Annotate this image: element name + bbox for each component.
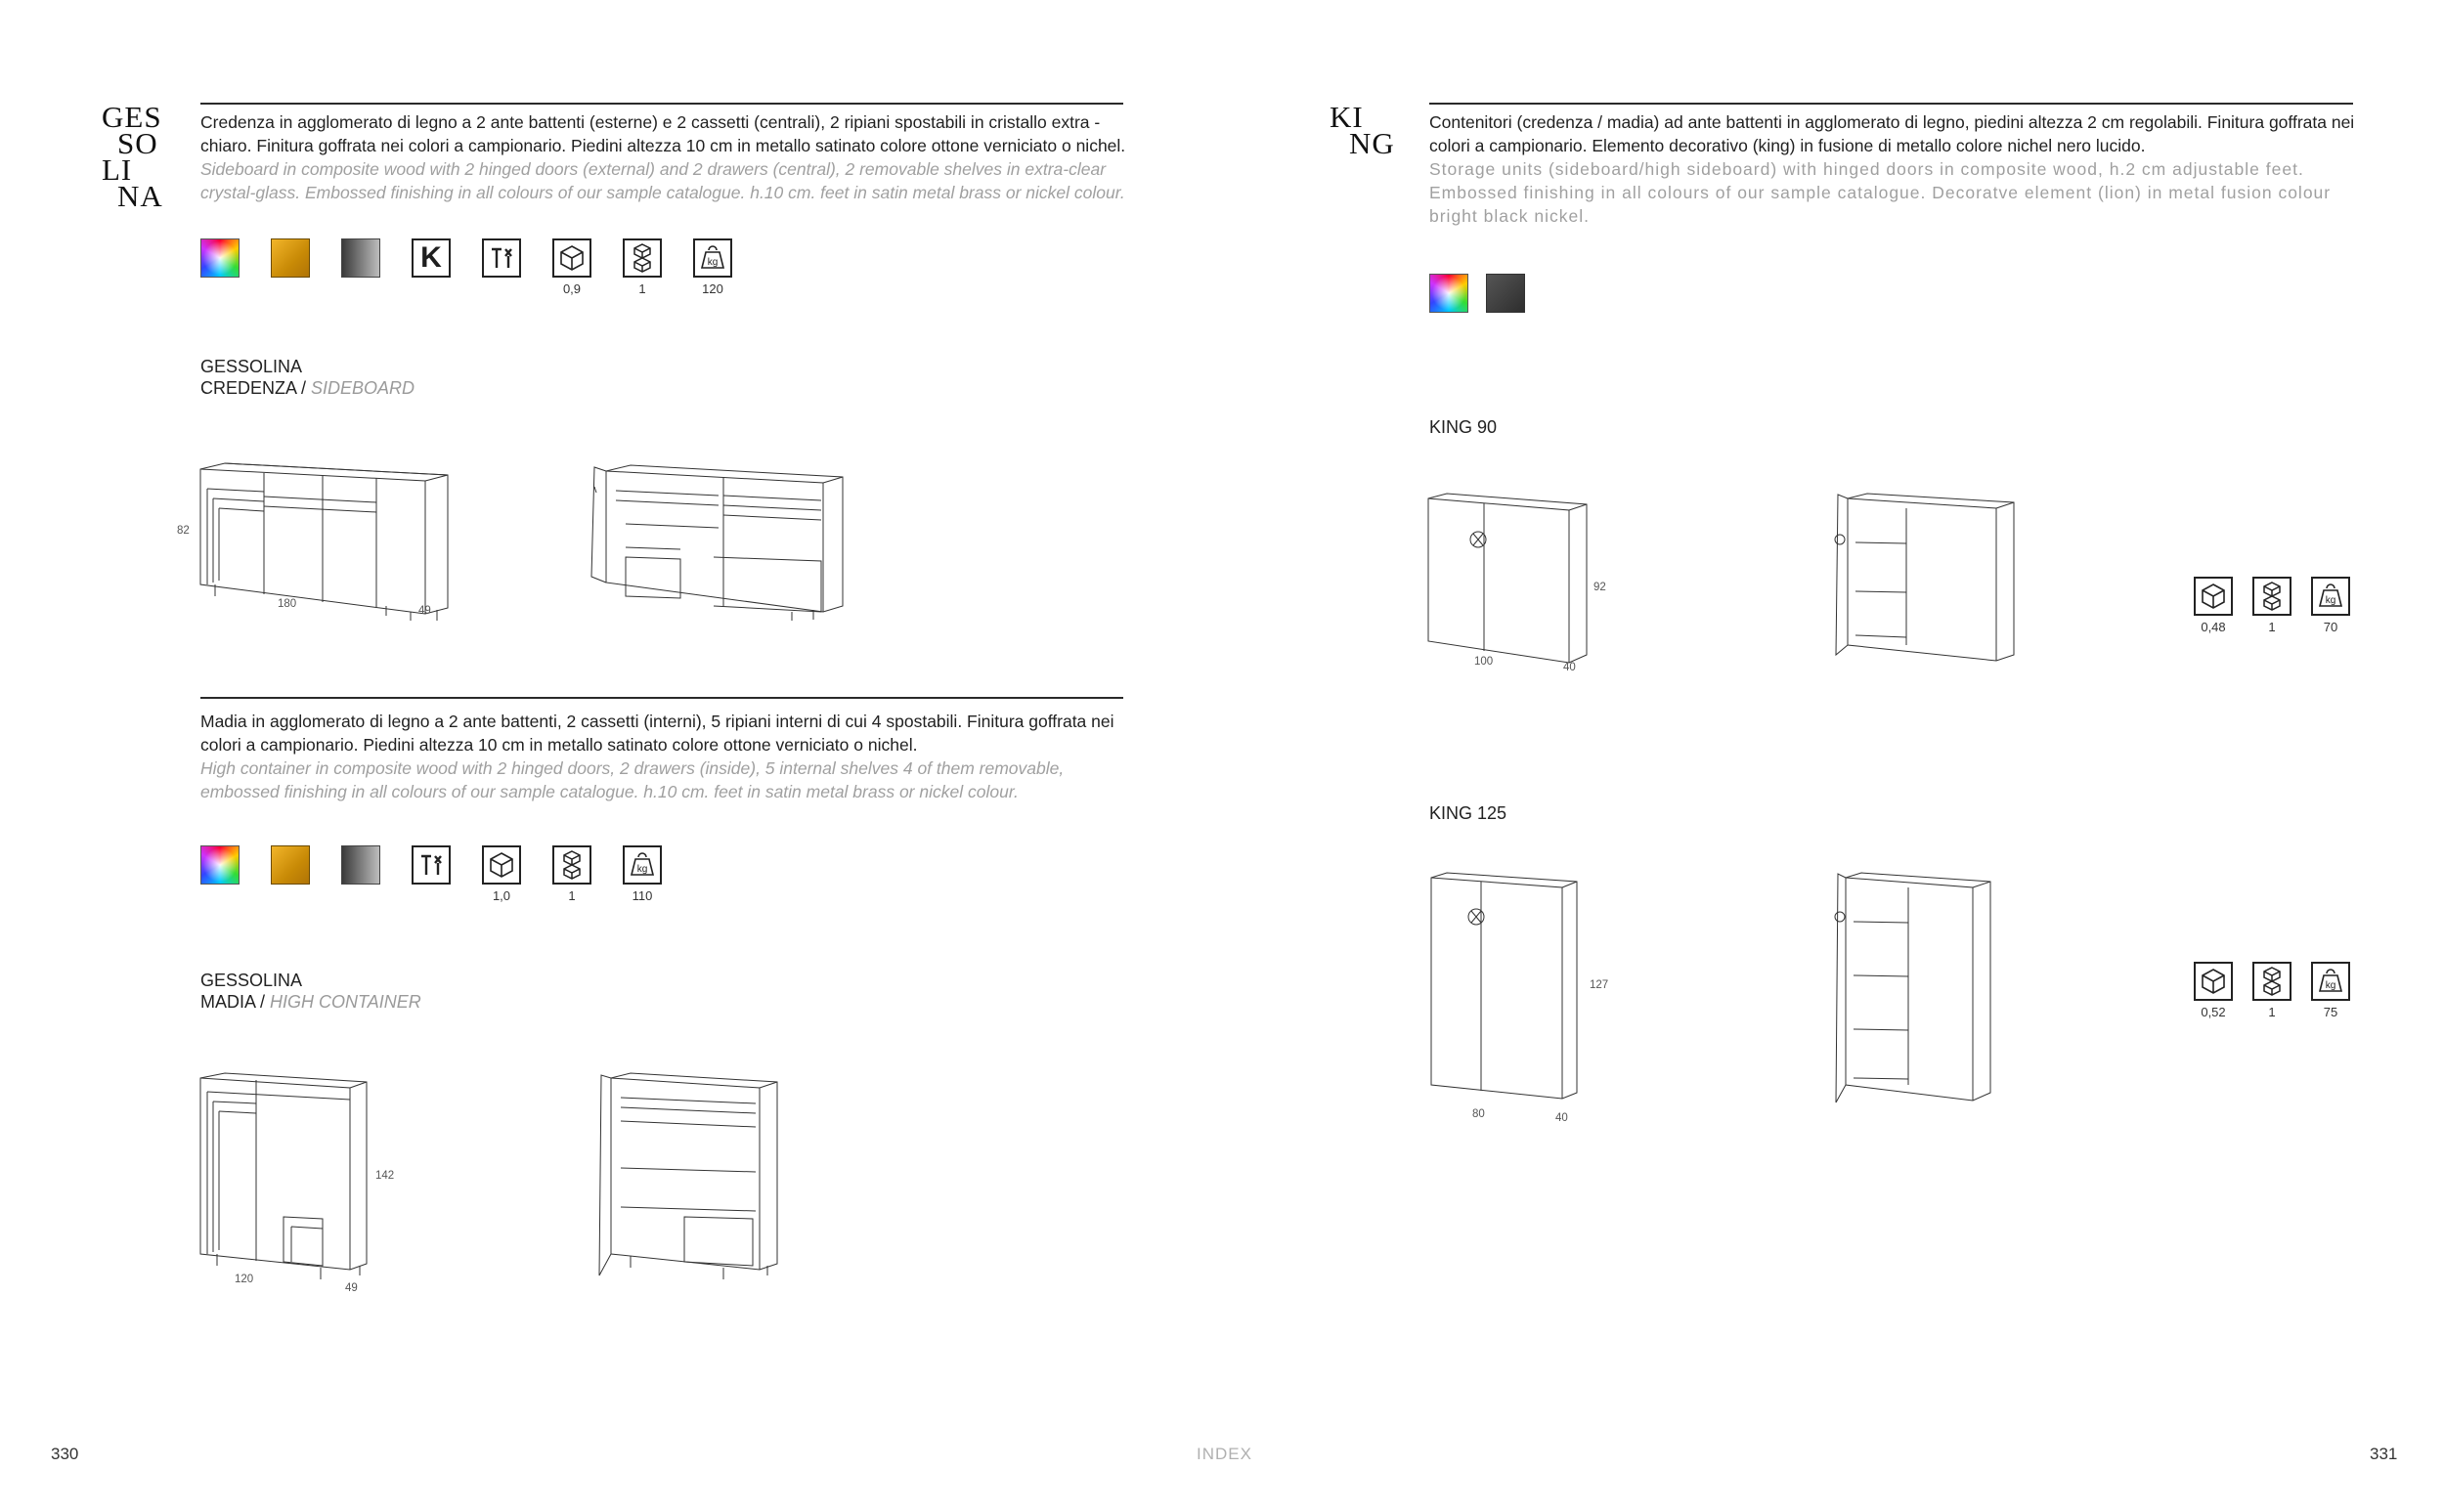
svg-text:kg: kg bbox=[636, 864, 648, 875]
king-divider bbox=[1429, 103, 2353, 105]
page-number-right: 331 bbox=[2370, 1445, 2398, 1463]
king90-icons bbox=[2194, 577, 2358, 635]
king-swatches bbox=[1429, 274, 1547, 332]
madia-desc-it: Madia in agglomerato di legno a 2 ante battenti, 2 cassetti (interni), 5 ripiani interni di cui 4 spostabili. Finitura goffrata nei colori a campionario. Piedini altezza 10 cm in metallo satinato colore ottone verniciato o nichel. bbox=[200, 712, 1114, 755]
king125-width: 80 bbox=[1472, 1108, 1485, 1120]
type-it: CREDENZA bbox=[200, 378, 297, 398]
king90-drawing-closed bbox=[1422, 489, 1598, 674]
color-swatch-icon bbox=[200, 845, 240, 885]
assembly-tools-icon bbox=[412, 845, 451, 885]
credenza-icons bbox=[200, 238, 748, 297]
weight-kg-icon bbox=[2311, 577, 2350, 616]
credenza-description bbox=[200, 110, 1129, 204]
product-type: MADIA / HIGH CONTAINER bbox=[200, 992, 421, 1012]
weight-kg-icon bbox=[693, 238, 732, 278]
king90-depth: 40 bbox=[1563, 662, 1576, 673]
weight-kg-icon bbox=[2311, 962, 2350, 1001]
madia-width: 120 bbox=[235, 1274, 254, 1285]
king-description bbox=[1429, 110, 2358, 228]
logo-line: NG bbox=[1349, 126, 1395, 160]
color-swatch-icon bbox=[1429, 274, 1468, 313]
packages-value: 1 bbox=[568, 888, 576, 903]
gessolina-logo bbox=[102, 100, 163, 213]
index-link[interactable]: INDEX bbox=[1197, 1445, 1252, 1463]
nickel-finish-icon bbox=[341, 845, 380, 885]
packages-icon bbox=[623, 238, 662, 278]
credenza-width: 180 bbox=[278, 598, 297, 610]
type-en: SIDEBOARD bbox=[311, 378, 415, 398]
packages-icon bbox=[2252, 962, 2291, 1001]
nickel-finish-icon bbox=[341, 238, 380, 278]
king125-title: KING 125 bbox=[1429, 803, 1507, 823]
king-desc-en: Storage units (sideboard/high sideboard) with hinged doors in composite wood, h.2 cm adjustable feet. Embossed finishing in all colours of our sample catalogue. Decoratve element (lion) in metal fusion colour bright black nickel. bbox=[1429, 159, 2332, 226]
volume-value: 0,48 bbox=[2201, 620, 2226, 634]
product-name: GESSOLINA bbox=[200, 357, 303, 376]
weight-value: 110 bbox=[632, 888, 653, 903]
king-logo bbox=[1330, 100, 1395, 160]
madia-drawing-closed bbox=[196, 1070, 381, 1290]
madia-height: 142 bbox=[375, 1170, 395, 1182]
svg-text:kg: kg bbox=[2325, 595, 2336, 606]
weight-value: 120 bbox=[702, 281, 723, 296]
color-swatch-icon bbox=[200, 238, 240, 278]
king90-drawing-open bbox=[1828, 489, 2024, 674]
king125-drawing-open bbox=[1826, 868, 2002, 1122]
king125-height: 127 bbox=[1590, 979, 1609, 991]
credenza-desc-en: Sideboard in composite wood with 2 hinged doors (external) and 2 drawers (central), 2 removable shelves in extra-clear crystal-glass. Embossed finishing in all colours of our sample catalogue. h.10 cm. feet in satin metal brass or nickel colour. bbox=[200, 159, 1125, 202]
weight-kg-icon bbox=[623, 845, 662, 885]
volume-cube-icon bbox=[552, 238, 591, 278]
madia-icons bbox=[200, 845, 689, 904]
packages-icon bbox=[2252, 577, 2291, 616]
logo-line: GES bbox=[102, 100, 162, 134]
credenza-title bbox=[200, 356, 415, 399]
madia-depth: 49 bbox=[345, 1282, 358, 1294]
product-name: GESSOLINA bbox=[200, 971, 303, 990]
packages-icon bbox=[552, 845, 591, 885]
volume-value: 1,0 bbox=[492, 888, 511, 903]
logo-line: KI bbox=[1330, 100, 1364, 134]
madia-drawing-open bbox=[591, 1070, 787, 1290]
weight-value: 75 bbox=[2323, 1005, 2338, 1019]
king125-icons bbox=[2194, 962, 2358, 1020]
credenza-depth: 49 bbox=[418, 605, 431, 617]
type-en: HIGH CONTAINER bbox=[270, 992, 421, 1012]
king-desc-it: Contenitori (credenza / madia) ad ante battenti in agglomerato di legno, piedini altezza 2 cm regolabili. Finitura goffrata nei colori a campionario. Elemento decorativo (king) in fusione di metallo colore nichel nero lucido. bbox=[1429, 112, 2355, 155]
logo-line: SO bbox=[117, 126, 158, 160]
madia-desc-en: High container in composite wood with 2 hinged doors, 2 drawers (inside), 5 internal shelves 4 of them removable, embossed finishing in all colours of our sample catalogue. h.10 cm. feet in satin metal brass or nickel colour. bbox=[200, 758, 1065, 801]
logo-line: NA bbox=[117, 179, 163, 213]
credenza-height: 82 bbox=[177, 525, 190, 537]
king90-height: 92 bbox=[1593, 582, 1606, 593]
volume-cube-icon bbox=[2194, 962, 2233, 1001]
king90-width: 100 bbox=[1474, 656, 1494, 668]
credenza-drawing-open bbox=[587, 459, 851, 621]
credenza-divider bbox=[200, 103, 1123, 105]
volume-cube-icon bbox=[2194, 577, 2233, 616]
king125-drawing-closed bbox=[1425, 868, 1592, 1112]
madia-title bbox=[200, 970, 421, 1013]
k-badge-icon: K bbox=[412, 238, 451, 278]
brass-finish-icon bbox=[271, 238, 310, 278]
product-type: CREDENZA / SIDEBOARD bbox=[200, 378, 415, 398]
credenza-desc-it: Credenza in agglomerato di legno a 2 ante battenti (esterne) e 2 cassetti (centrali), 2 ripiani spostabili in cristallo extra - chiaro. Finitura goffrata nei colori a campionario. Piedini altezza 10 cm in metallo satinato colore ottone verniciato o nichel. bbox=[200, 112, 1126, 155]
svg-text:kg: kg bbox=[2325, 980, 2336, 991]
weight-value: 70 bbox=[2323, 620, 2338, 634]
packages-value: 1 bbox=[638, 281, 646, 296]
svg-text:kg: kg bbox=[707, 257, 719, 268]
madia-divider bbox=[200, 697, 1123, 699]
packages-value: 1 bbox=[2268, 620, 2276, 634]
volume-value: 0,52 bbox=[2201, 1005, 2226, 1019]
madia-description bbox=[200, 710, 1129, 803]
king90-title: KING 90 bbox=[1429, 417, 1498, 437]
volume-cube-icon bbox=[482, 845, 521, 885]
brass-finish-icon bbox=[271, 845, 310, 885]
page-number-left: 330 bbox=[51, 1445, 79, 1463]
assembly-tools-icon bbox=[482, 238, 521, 278]
packages-value: 1 bbox=[2268, 1005, 2276, 1019]
king125-depth: 40 bbox=[1555, 1112, 1568, 1124]
logo-line: LI bbox=[102, 152, 133, 187]
credenza-drawing-closed bbox=[196, 459, 459, 621]
type-it: MADIA bbox=[200, 992, 256, 1012]
dark-nickel-finish-icon bbox=[1486, 274, 1525, 313]
volume-value: 0,9 bbox=[562, 281, 582, 296]
